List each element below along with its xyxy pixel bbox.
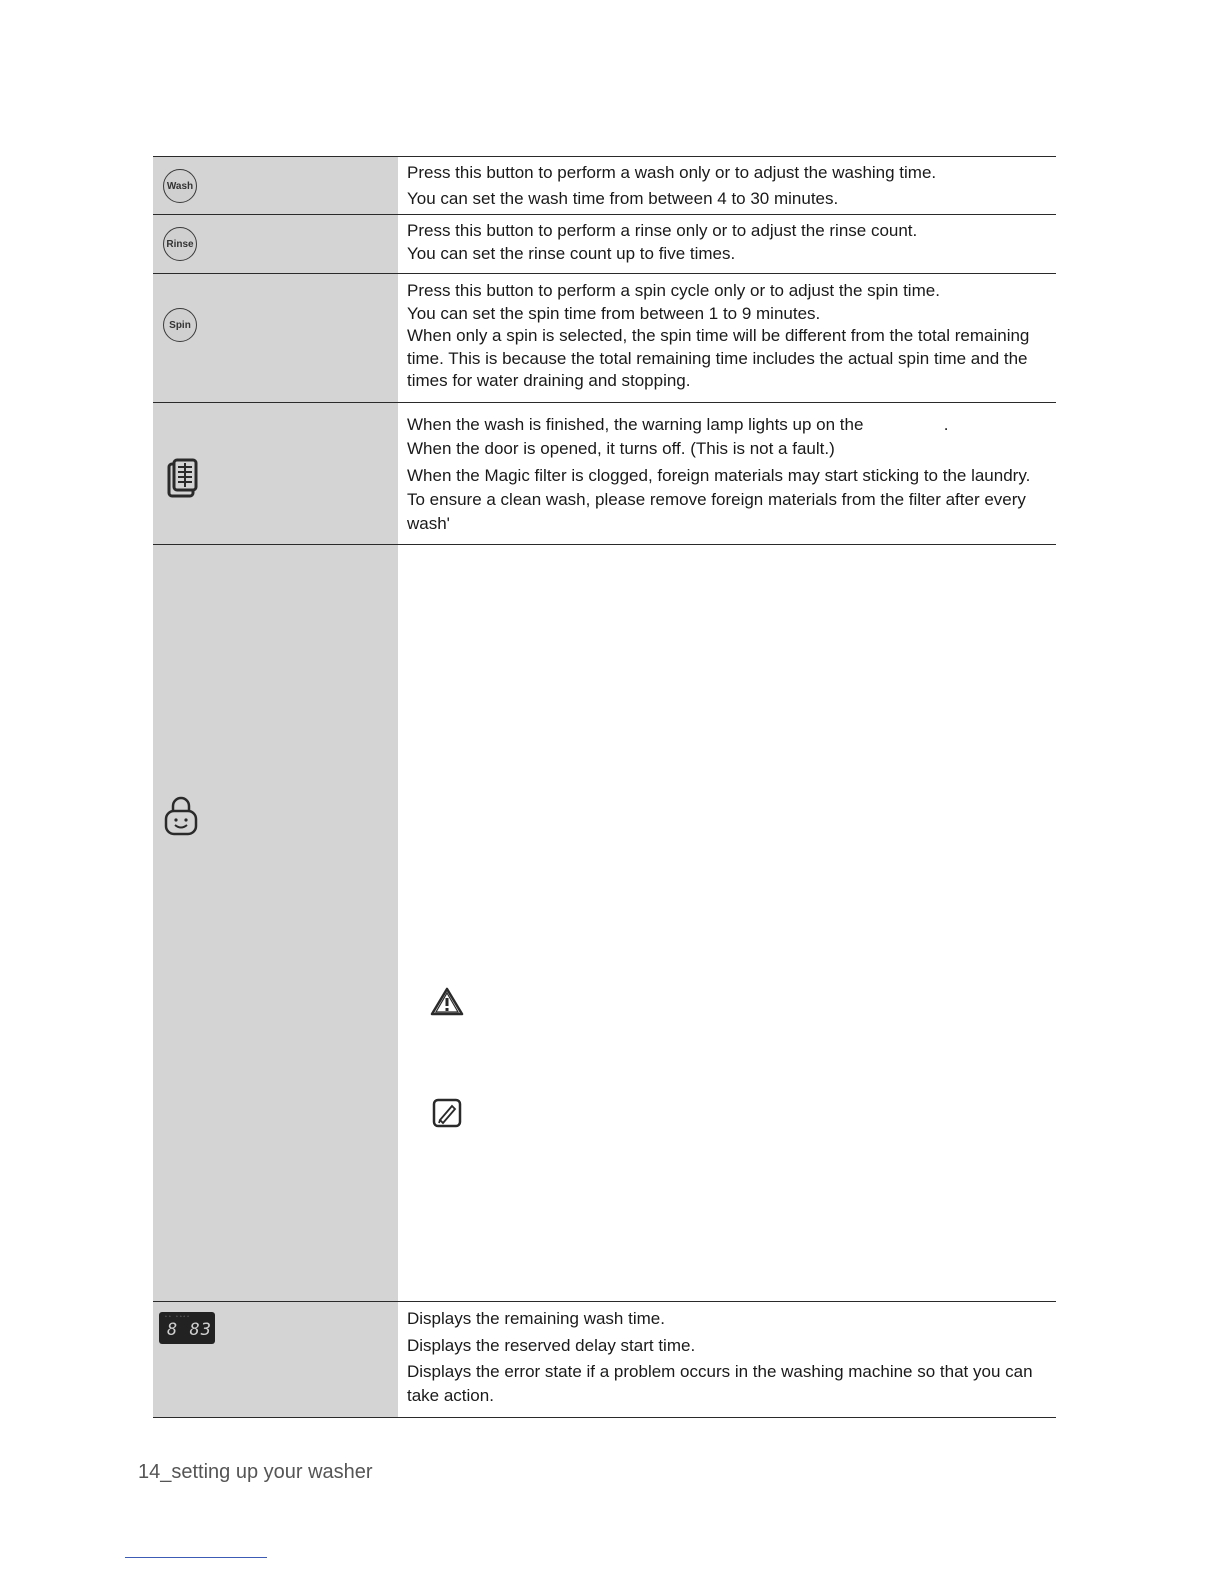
warning-icon: [430, 987, 464, 1017]
description-line: Press this button to perform a spin cycle only or to adjust the spin time.: [407, 281, 940, 300]
table-row-spin: [153, 274, 1056, 403]
rinse-button-icon: Rinse: [163, 227, 197, 261]
page-footer: 14_setting up your washer: [138, 1461, 373, 1483]
description-cell: [398, 274, 1056, 402]
description-line: When the wash is finished, the warning lamp lights up on the .: [407, 415, 949, 434]
icon-cell: [153, 1302, 398, 1417]
table-row-wash: [153, 157, 1056, 215]
description-line: Press this button to perform a rinse only or to adjust the rinse count.: [407, 221, 918, 240]
description-line: When only a spin is selected, the spin time will be different from the total remaining time. This is because the total remaining time includes the actual spin time and the times for water draining and stopping.: [407, 326, 1030, 390]
description-line: You can set the rinse count up to five times.: [407, 244, 736, 263]
description-cell: [398, 157, 1056, 214]
description-line: You can set the spin time from between 1 to 9 minutes.: [407, 303, 821, 323]
description-cell: [398, 545, 1056, 1301]
digital-display-icon: [159, 1312, 215, 1344]
note-icon: [432, 1098, 462, 1128]
description-line: Displays the remaining wash time.: [407, 1309, 665, 1328]
description-line: Displays the reserved delay start time.: [407, 1335, 696, 1355]
table-row-rinse: [153, 215, 1056, 274]
description-cell: [398, 1302, 1056, 1417]
table-row-digital-display: [153, 1302, 1056, 1418]
description-cell: [398, 403, 1056, 544]
description-line: Displays the error state if a problem occurs in the washing machine so that you can take action.: [407, 1362, 1033, 1405]
child-lock-icon: [163, 795, 199, 837]
display-digits: 8 83: [167, 1320, 212, 1340]
description-line: Press this button to perform a wash only or to adjust the washing time.: [407, 163, 937, 182]
spin-button-icon: Spin: [163, 308, 197, 342]
magic-filter-icon: [167, 458, 199, 500]
description-line: When the door is opened, it turns off. (This is not a fault.): [407, 439, 835, 458]
icon-cell: [153, 274, 398, 402]
bottom-divider: [125, 1557, 267, 1558]
icon-cell: [153, 403, 398, 544]
icon-cell: [153, 545, 398, 1301]
feature-table: [153, 156, 1056, 1418]
table-row-child-lock: [153, 545, 1056, 1302]
description-line: You can set the wash time from between 4 to 30 minutes.: [407, 189, 839, 208]
description-line: When the Magic filter is clogged, foreign materials may start sticking to the laundry. To ensure a clean wash, please remove foreign materials from the filter after every wash': [407, 466, 1031, 533]
wash-button-icon: Wash: [163, 169, 197, 203]
table-row-magic-filter: [153, 403, 1056, 545]
description-cell: [398, 215, 1056, 273]
display-indicator-labels: ▫▫ ▫▫▫▫: [165, 1314, 192, 1320]
icon-cell: [153, 157, 398, 214]
icon-cell: [153, 215, 398, 273]
